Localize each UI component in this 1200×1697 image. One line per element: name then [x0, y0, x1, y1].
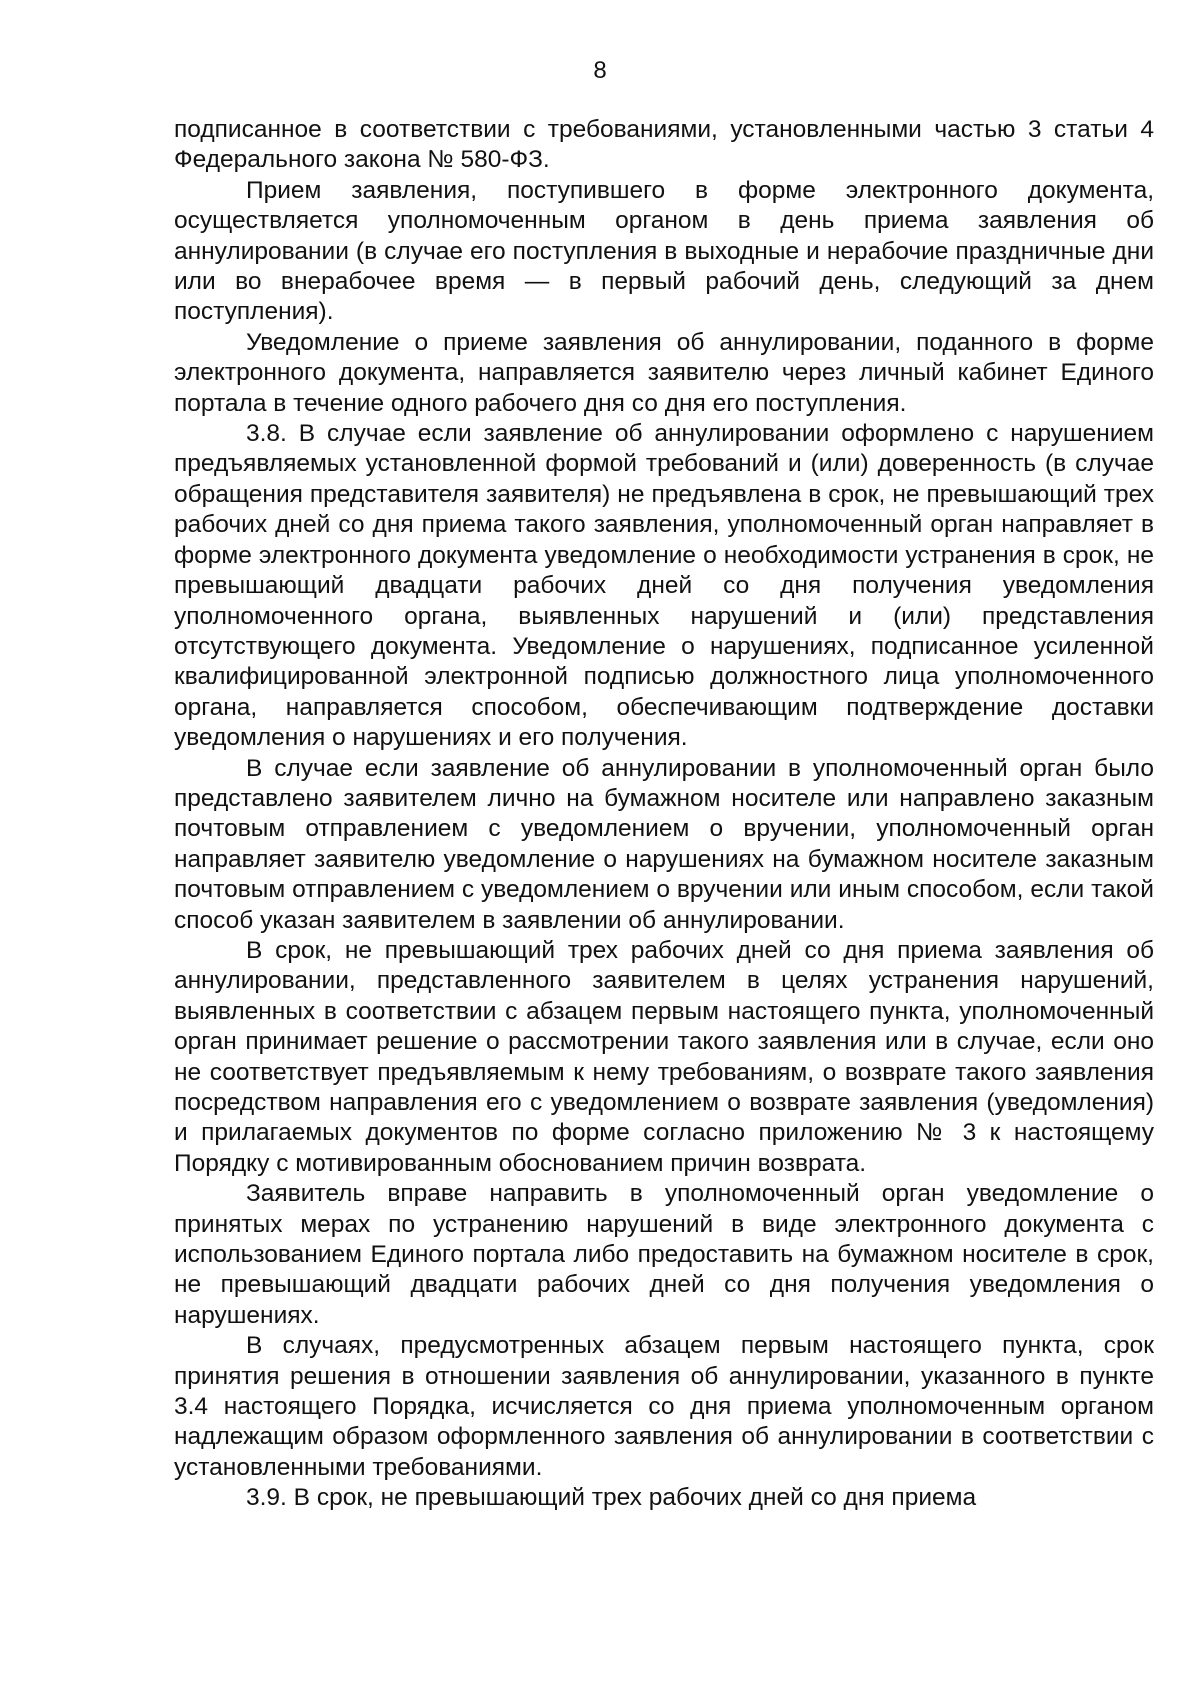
paragraph-clause-3-9: 3.9. В срок, не превышающий трех рабочих дней со дня приема	[246, 1484, 977, 1512]
paragraph-receipt-of-application: Прием заявления, поступившего в форме электронного документа, осуществляется уполномоченным органом в день приема заявления об аннулировании (в случае его поступления в выходные и нерабочие праздничные дни или во внерабочее время — в первый рабочий день, следующий за днем поступления).	[174, 176, 1154, 326]
paragraph-paper-submission: В случае если заявление об аннулировании в уполномоченный орган было представлено заявителем лично на бумажном носителе или направлено заказным почтовым отправлением с уведомлением о вручении, уполномоченный орган направляет заявителю уведомление о нарушениях на бумажном носителе заказным почтовым отправлением с уведомлением о вручении или иным способом, если такой способ указан заявителем в заявлении об аннулировании.	[174, 754, 1154, 934]
document-body	[174, 115, 1154, 1514]
paragraph-clause-3-8: 3.8. В случае если заявление об аннулировании оформлено с нарушением предъявляемых установленной формой требований и (или) доверенность (в случае обращения представителя заявителя) не предъявлена в срок, не превышающий трех рабочих дней со дня приема такого заявления, уполномоченный орган направляет в форме электронного документа уведомление о необходимости устранения в срок, не превышающий двадцати рабочих дней со дня получения уведомления уполномоченного органа, выявленных нарушений и (или) представления отсутствующего документа. Уведомление о нарушениях, подписанное усиленной квалифицированной электронной подписью должностного лица уполномоченного органа, направляется способом, обеспечивающим подтверждение доставки уведомления о нарушениях и его получения.	[174, 420, 1154, 752]
paragraph-term-calculation: В случаях, предусмотренных абзацем первым настоящего пункта, срок принятия решения в отношении заявления об аннулировании, указанного в пункте 3.4 настоящего Порядка, исчисляется со дня приема уполномоченным органом надлежащим образом оформленного заявления об аннулировании в соответствии с установленными требованиями.	[174, 1332, 1154, 1481]
paragraph-decision-term: В срок, не превышающий трех рабочих дней со дня приема заявления об аннулировании, представленного заявителем в целях устранения нарушений, выявленных в соответствии с абзацем первым настоящего пункта, уполномоченный орган принимает решение о рассмотрении такого заявления или в случае, если оно не соответствует предъявляемым к нему требованиям, о возврате такого заявления посредством направления его с уведомлением о возврате заявления (уведомления) и прилагаемых документов по форме согласно приложению № 3 к настоящему Порядку с мотивированным обоснованием причин возврата.	[174, 936, 1154, 1177]
paragraph-continuation: подписанное в соответствии с требованиями, установленными частью 3 статьи 4 Федерального закона № 580-ФЗ.	[174, 116, 1154, 174]
paragraph-receipt-notification: Уведомление о приеме заявления об аннулировании, поданного в форме электронного документа, направляется заявителю через личный кабинет Единого портала в течение одного рабочего дня со дня его поступления.	[174, 328, 1154, 417]
page-number: 8	[593, 57, 607, 84]
paragraph-applicant-right: Заявитель вправе направить в уполномоченный орган уведомление о принятых мерах по устранению нарушений в виде электронного документа с использованием Единого портала либо предоставить на бумажном носителе в срок, не превышающий двадцати рабочих дней со дня получения уведомления о нарушениях.	[174, 1180, 1154, 1329]
